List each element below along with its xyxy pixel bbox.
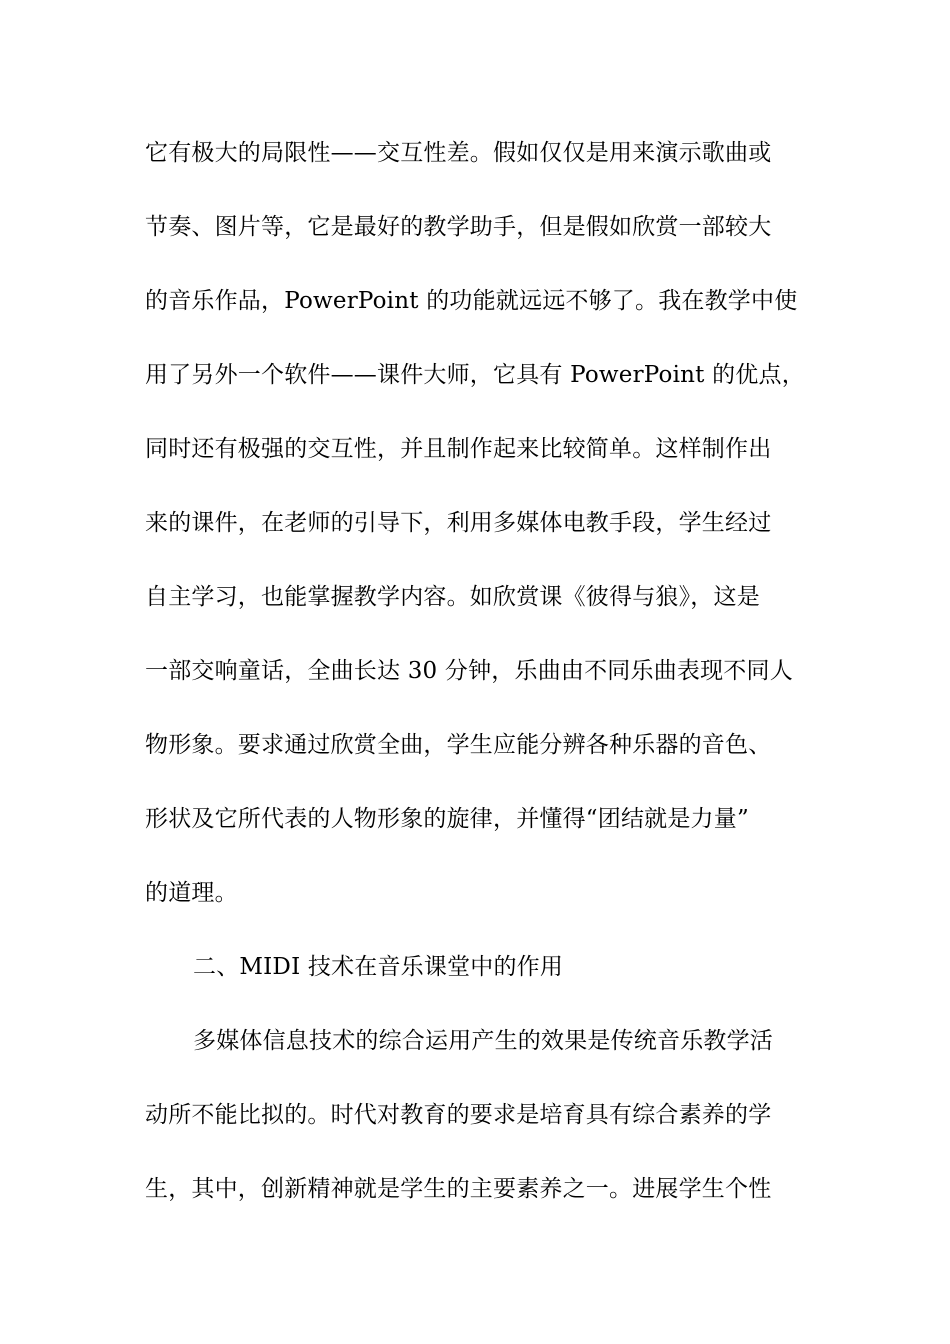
paragraph-line: 形状及它所代表的人物形象的旋律，并懂得“团结就是力量”	[145, 806, 749, 832]
paragraph-line: 多媒体信息技术的综合运用产生的效果是传统音乐教学活	[193, 1028, 773, 1054]
paragraph-line: 动所不能比拟的。时代对教育的要求是培育具有综合素养的学	[145, 1102, 772, 1128]
paragraph-line: 同时还有极强的交互性，并且制作起来比较简单。这样制作出	[145, 436, 772, 462]
paragraph-line: 它有极大的局限性——交互性差。假如仅仅是用来演示歌曲或	[145, 140, 772, 166]
paragraph-line: 节奏、图片等，它是最好的教学助手，但是假如欣赏一部较大	[145, 214, 772, 240]
paragraph-line: 用了另外一个软件——课件大师，它具有 PowerPoint 的优点，	[145, 362, 805, 388]
paragraph-line: 的道理。	[145, 880, 238, 906]
section-heading: 二、MIDI 技术在音乐课堂中的作用	[193, 954, 564, 980]
paragraph-line: 生，其中，创新精神就是学生的主要素养之一。进展学生个性	[145, 1176, 772, 1202]
paragraph-line: 自主学习，也能掌握教学内容。如欣赏课《彼得与狼》，这是	[145, 584, 760, 610]
paragraph-line: 的音乐作品，PowerPoint 的功能就远远不够了。我在教学中使	[145, 288, 798, 314]
paragraph-line: 一部交响童话，全曲长达 30 分钟，乐曲由不同乐曲表现不同人	[145, 658, 793, 684]
paragraph-line: 来的课件，在老师的引导下，利用多媒体电教手段，学生经过	[145, 510, 772, 536]
paragraph-line: 物形象。要求通过欣赏全曲，学生应能分辨各种乐器的音色、	[145, 732, 772, 758]
